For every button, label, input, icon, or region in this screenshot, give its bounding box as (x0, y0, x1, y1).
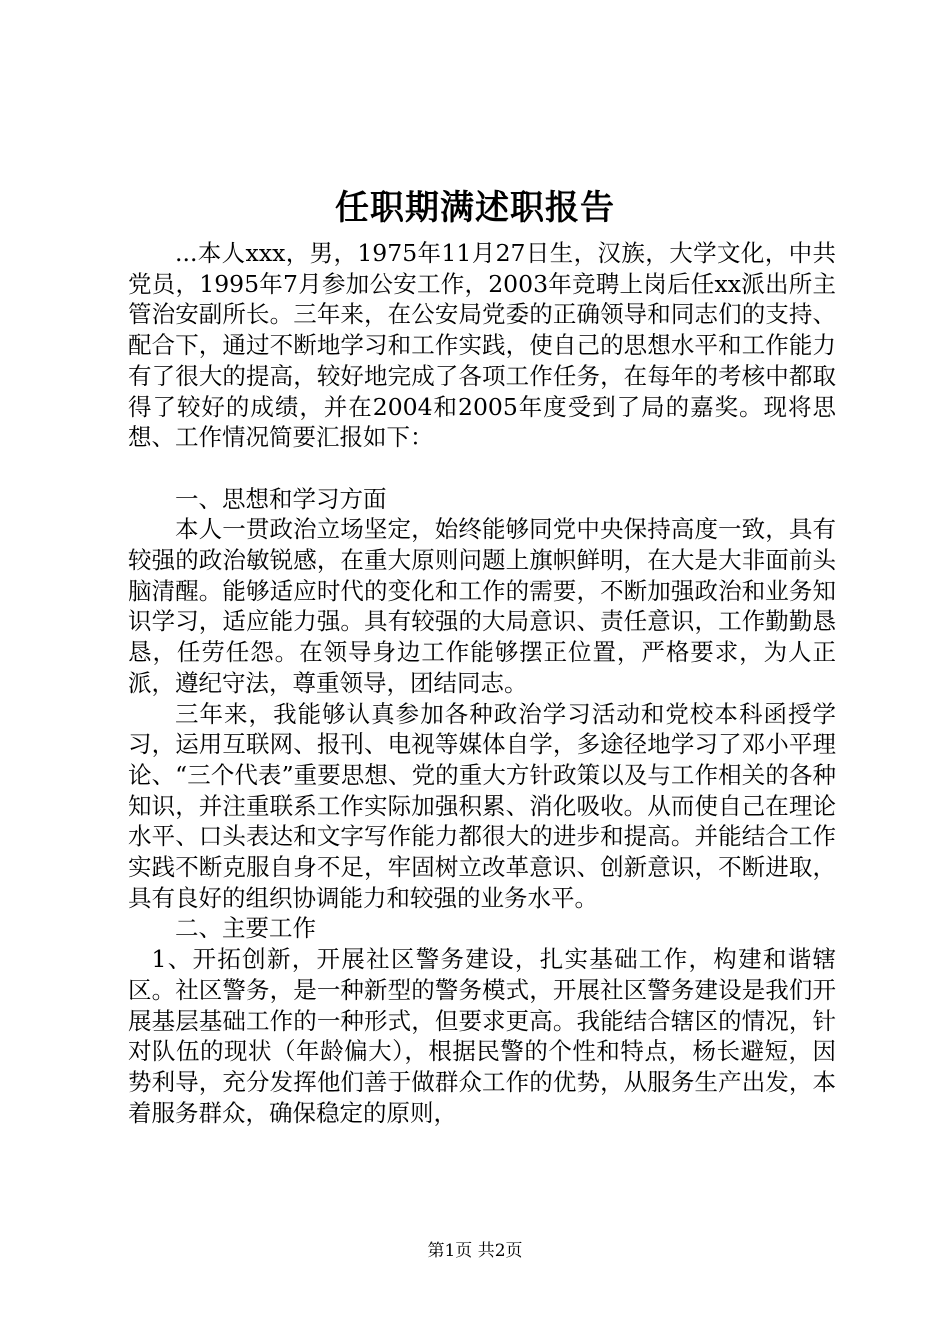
intro-paragraph: ...本人xxx，男，1975年11月27日生，汉族，大学文化，中共党员，1995年7月参加公安工作，2003年竞聘上岗后任xx派出所主管治安副所长。三年来，在公安局党委的正确领导和同志们的支持、配合下，通过不断地学习和工作实践，使自己的思想水平和工作能力有了很大的提高，较好地完成了各项工作任务，在每年的考核中都取得了较好的成绩，并在2004和2005年度受到了局的嘉奖。现将思想、工作情况简要汇报如下： (128, 239, 836, 452)
document-body (128, 238, 836, 1128)
section-heading-main-work: 二、主要工作 (175, 914, 316, 943)
body-paragraph: 本人一贯政治立场坚定，始终能够同党中央保持高度一致，具有较强的政治敏锐感，在重大原则问题上旗帜鲜明，在大是大非面前头脑清醒。能够适应时代的变化和工作的需要，不断加强政治和业务知识学习，适应能力强。具有较强的大局意识、责任意识，工作勤勤恳恳，任劳任怨。在领导身边工作能够摆正位置，严格要求，为人正派，遵纪守法，尊重领导，团结同志。 (128, 515, 836, 697)
document-title: 任职期满述职报告 (335, 188, 615, 228)
section-heading-thought-study: 一、思想和学习方面 (175, 484, 387, 513)
body-paragraph-item-1: 1、开拓创新，开展社区警务建设，扎实基础工作，构建和谐辖区。社区警务，是一种新型的警务模式，开展社区警务建设是我们开展基层基础工作的一种形式，但要求更高。我能结合辖区的情况，针对队伍的现状（年龄偏大），根据民警的个性和特点，杨长避短，因势利导，充分发挥他们善于做群众工作的优势，从服务生产出发，本着服务群众，确保稳定的原则， (128, 945, 836, 1127)
body-paragraph: 三年来，我能够认真参加各种政治学习活动和党校本科函授学习，运用互联网、报刊、电视等媒体自学，多途径地学习了邓小平理论、“三个代表”重要思想、党的重大方针政策以及与工作相关的各种知识，并注重联系工作实际加强积累、消化吸收。从而使自己在理论水平、口头表达和文字写作能力都很大的进步和提高。并能结合工作实践不断克服自身不足，牢固树立改革意识、创新意识，不断进取，具有良好的组织协调能力和较强的业务水平。 (128, 699, 836, 912)
page-footer: 第1页 共2页 (427, 1241, 523, 1261)
